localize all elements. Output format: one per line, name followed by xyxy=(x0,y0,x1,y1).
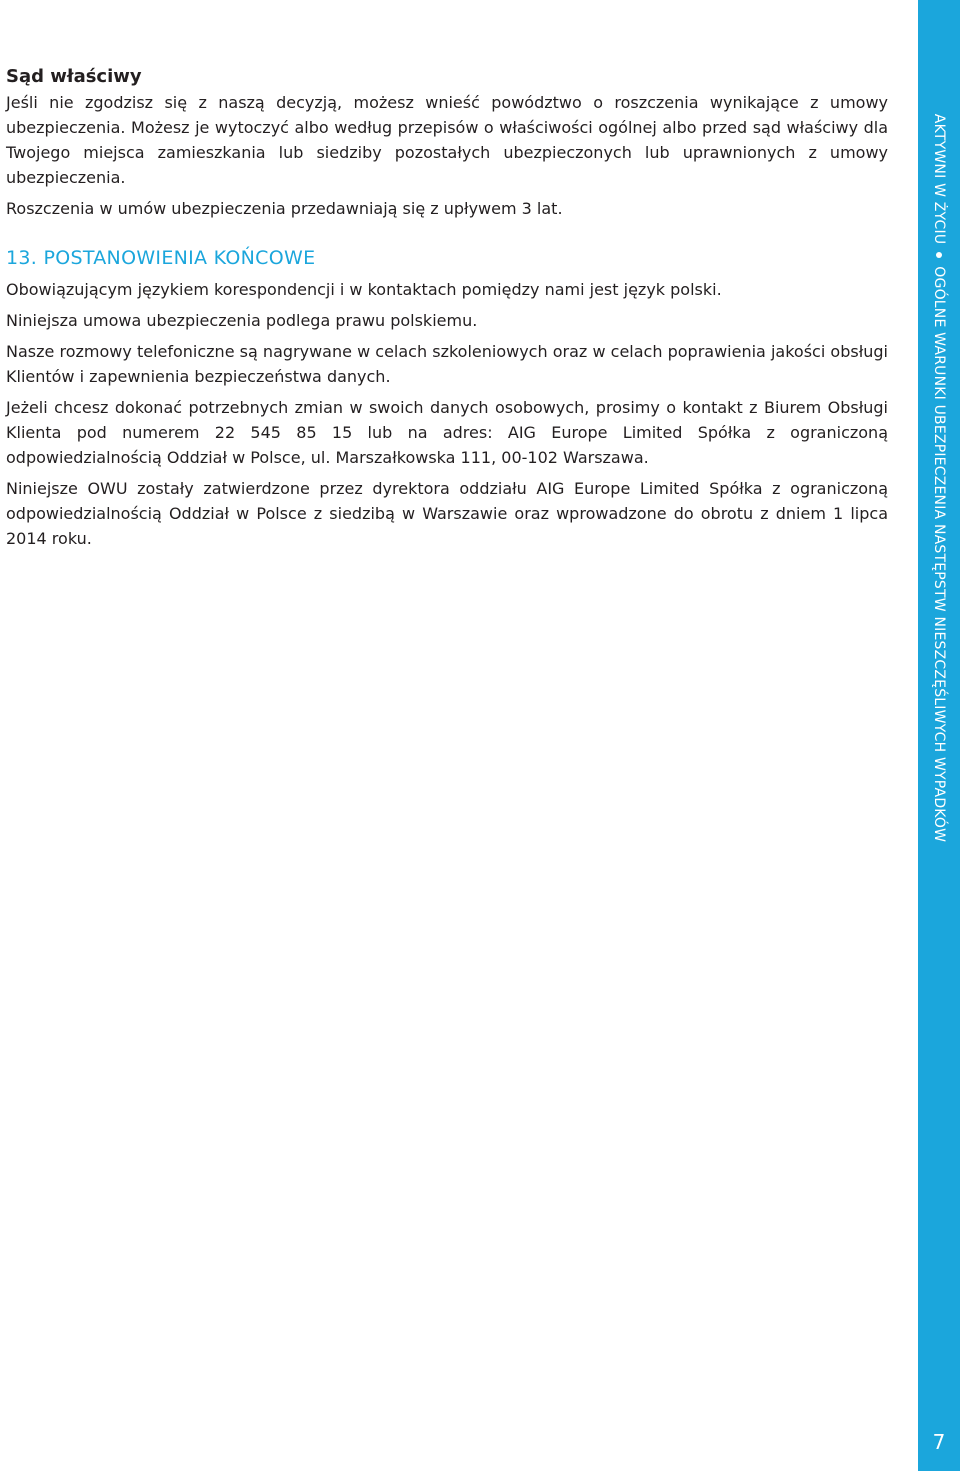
side-band-title-part1: AKTYWNI W ŻYCIU xyxy=(931,113,947,245)
paragraph-court-1: Jeśli nie zgodzisz się z naszą decyzją, możesz wnieść powództwo o roszczenia wynikające z umowy ubezpieczenia. Możesz je wytoczyć albo według przepisów o właściwości ogólnej albo przed sąd właściwy dla Twojego miejsca zamieszkania lub siedziby pozostałych ubezpieczonych lub uprawnionych z umowy ubezpieczenia. xyxy=(6,93,888,187)
heading-final-provisions: 13. POSTANOWIENIA KOŃCOWE xyxy=(6,247,316,269)
paragraph-final-2: Niniejsza umowa ubezpieczenia podlega prawu polskiemu. xyxy=(6,311,478,330)
bullet-icon xyxy=(936,252,942,258)
side-band-title xyxy=(927,48,951,908)
paragraph-final-4: Jeżeli chcesz dokonać potrzebnych zmian w swoich danych osobowych, prosimy o kontakt z Biurem Obsługi Klienta pod numerem 22 545 85 15 lub na adres: AIG Europe Limited Spółka z ograniczoną odpowiedzialnością Oddział w Polsce, ul. Marszałkowska 111, 00-102 Warszawa. xyxy=(6,398,888,467)
side-band xyxy=(918,0,960,1471)
paragraph-court-2: Roszczenia w umów ubezpieczenia przedawniają się z upływem 3 lat. xyxy=(6,199,563,218)
document-body xyxy=(6,64,888,557)
paragraph-final-1: Obowiązującym językiem korespondencji i w kontaktach pomiędzy nami jest język polski. xyxy=(6,280,722,299)
paragraph-final-5: Niniejsze OWU zostały zatwierdzone przez dyrektora oddziału AIG Europe Limited Spółka z ograniczoną odpowiedzialnością Oddział w Polsce z siedzibą w Warszawie oraz wprowadzone do obrotu z dniem 1 lipca 2014 roku. xyxy=(6,479,888,548)
side-band-title-part2: OGÓLNE WARUNKI UBEZPIECZENIA NASTĘPSTW NIESZCZĘŚLIWYCH WYPADKÓW xyxy=(931,266,947,843)
page-number: 7 xyxy=(932,1430,946,1454)
section-title-court: Sąd właściwy xyxy=(6,66,142,87)
paragraph-final-3: Nasze rozmowy telefoniczne są nagrywane w celach szkoleniowych oraz w celach poprawienia jakości obsługi Klientów i zapewnienia bezpieczeństwa danych. xyxy=(6,342,888,386)
